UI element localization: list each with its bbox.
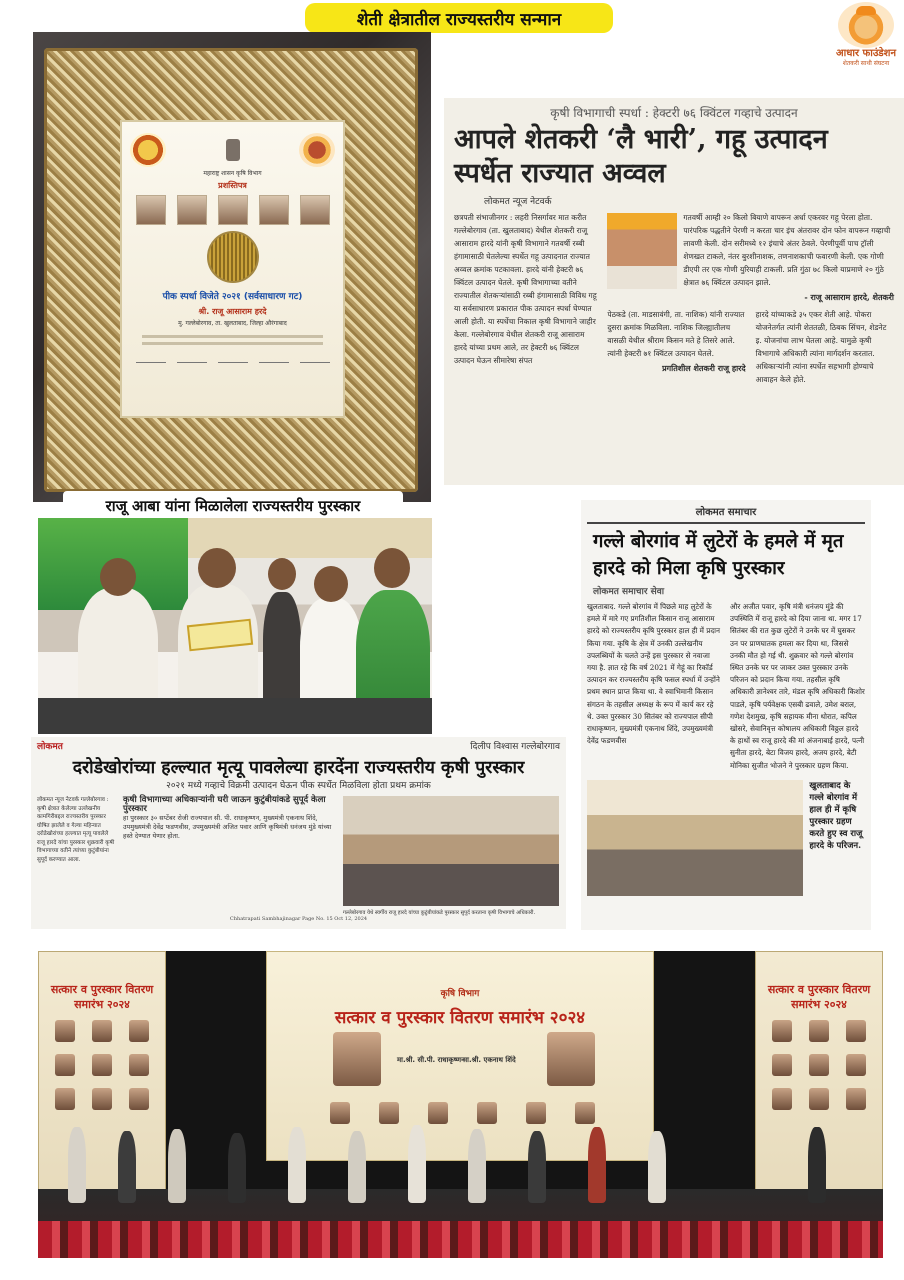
wheat-field-photo [207,231,259,283]
clip3-masthead: लोकमत [37,742,63,752]
clip3-subhead: २०२१ मध्ये गव्हाचे विक्रमी उत्पादन घेऊन पीक स्पर्धेत मिळविला होता प्रथम क्रमांक [166,781,431,791]
certificate-paper [120,120,345,418]
clip1-photo-caption: प्रगतिशील शेतकरी राजू हारदे [662,363,746,373]
person-head [268,558,296,590]
clip3-photo-caption: गल्लेबोरगाव येथे स्वर्गीय राजू हारदे यांच्या कुटुंबीयांकडे पुरस्कार सुपूर्द करताना कृषी विभागाचे अधिकारी. [343,910,536,916]
family-award-photo-2 [343,796,559,906]
person-figure [228,1133,246,1203]
right-screen-event-line1: सत्कार व पुरस्कार वितरण [767,983,871,996]
clip1-col1: छत्रपती संभाजीनगर : लहरी निसर्गावर मात करीत गल्लेबोरगाव (ता. खुलताबाद) येथील शेतकरी राजू आसाराम हारदे यांनी कृषी विभागाने गतवर्षी रब्बी हंगामासाठी घेतलेल्या स्पर्धेत गहू उत्पादनात राज्यात अव्वल क्रमांक पटकावला. हारदे यांनी हेक्टरी ७६ क्विंटल उत्पादन घेतले. कृषी विभागाच्या वतीने राज्यातील शेतकऱ्यांसाठी रब्बी हंगामासाठी विविध गहू या सर्वसाधारण प्रकारात पीक उत्पादन स्पर्धा घेण्यात आली होती. या स्पर्धेचा निकाल कृषी विभागाने जाहीर केला. गल्लेबोरगाव येथील शेतकरी राजू आसाराम हारदे यांच्या प्रथम आले, तर हेक्टरी ७६ क्विंटल उत्पादन घेऊन सीमारेषा संपत [454,213,597,365]
center-screen-faces [307,1102,617,1124]
agriculture-dept-seal-icon [299,133,335,167]
ceremony-stage-photo [38,951,883,1258]
certificate-emblems [130,130,335,170]
person-figure [263,592,301,712]
ashoka-emblem-icon [226,139,240,161]
guest1-label: मा.श्री. सी.पी. राधाकृष्णन [397,1056,465,1064]
stage-flower-decoration [38,1221,883,1258]
stage-event-title: सत्कार व पुरस्कार वितरण समारंभ २०२४ [334,1008,586,1028]
person-figure [468,1129,486,1203]
clip2-col1: खुलताबाद. गल्ले बोरगांव में पिछले माह लुटेरों के हमले में मारे गए प्रगतिशील किसान राजू आसाराम हारदे को राज्यस्तरीय कृषि पुरस्कार हाल ही में प्रदान किया गया. कृषि के क्षेत्र में उनकी उल्लेखनीय उपलब्धियों के चलते उन्हें इस पुरस्कार से नवाजा गया है. ज्ञात रहे कि वर्ष 2021 में गेहूं का रिकॉर्ड उत्पादन कर राज्यस्तरीय कृषि फसल स्पर्धा में उन्होंने प्रथम स्थान प्राप्त किया था. वे स्वाभिमानी किसान संगठन के तहसील अध्यक्ष के रूप में कार्य कर रहे थे. उक्त पुरस्कार 30 सितंबर को राज्यपाल सीपी राधाकृष्णन, मुख्यमंत्री एकनाथ शिंदे, उपमुख्यमंत्री देवेंद्र फडणवीस [587,602,720,746]
left-screen-faces [39,1088,165,1110]
right-screen-faces [756,1088,882,1110]
clip3-masthead-right: दिलीप विश्वास गल्लेबोरगाव [470,742,560,752]
clip3-side [123,796,337,916]
person-figure [168,1129,186,1203]
clip2-masthead: लोकमत समाचार [695,507,757,518]
news-clip-marathi-2 [31,737,566,929]
farmer-portrait-logo-icon [838,2,894,48]
clip2-columns [587,601,865,772]
award-ceremony-photo [38,518,432,734]
clip3-side-text: हा पुरस्कार ३० सप्टेंबर रोजी राज्यपाल सी. पी. राधाकृष्णन, मुख्यमंत्री एकनाथ शिंदे, उपमुख्यमंत्री देवेंद्र फडणवीस, उपमुख्यमंत्री अजित पवार आणि कृषिमंत्री धनंजय मुंडे यांच्या हस्ते देण्यात येणार होता. [123,814,332,840]
dignitary-photo [300,195,330,225]
person-figure [528,1131,546,1203]
clip2-col2: और अजीत पवार, कृषि मंत्री धनंजय मुंडे की उपस्थिति में राजू हारदे को दिया जाना था. मगर 17 सितंबर की रात कुछ लुटेरों ने उनके घर में घुसकर उन पर प्राणघातक हमला कर दिया था, जिससे उनकी मौत हो गई थी. शुक्रवार को गल्ले बोरगांव स्थित उनके घर पर जाकर उक्त पुरस्कार उनके परिजन को प्रदान किया गया. तहसील कृषि अधिकारी ज्ञानेश्वर तारे, मंडल कृषि अधिकारी किशोर पाडले, कृषि पर्यवेक्षक एसबी ढवाले, उमेश बराल, गणेश देशमुख, कृषि सहायक मीना थोरात, कपिल खोसरे, सेवानिवृत्त कोषालय अधिकारी विठ्ठल हारदे के हाथों स्व राजू हारदे की मां अंजनाबाई हारदे, पत्नी सुनीता हारदे, बेटा विजय हारदे, अजय हारदे, बेटी मोनिका सुजीत भोजने ने पुरस्कार ग्रहण किया. [730,602,865,770]
clip1-col3b: हारदे यांच्याकडे ३५ एकर शेती आहे. पोकरा योजनेतर्गत त्यांनी शेततळी, ठिबक सिंचन, शेडनेट इ. योजनांचा लाभ घेतला आहे. यामुळे कृषी विभागाचे अधिकारी त्यांना मार्गदर्शन करतात. अधिकाऱ्यांनी त्यांना स्पर्धेत सहभागी होण्याचे आवाहन केले होते. [755,310,887,384]
clip3-side-head: कृषी विभागाच्या अधिकाऱ्यांनी घरी जाऊन कुटुंबीयांकडे सुपूर्द केला पुरस्कार [123,795,326,814]
stage-desk [38,698,432,734]
clip3-photo-block [343,796,559,916]
clip1-col2b: पेठकडे (ता. माडसावंगी, ता. नाशिक) यांनी राज्यात दुसरा क्रमांक मिळविला. नाशिक जिल्ह्यातीलच वासळी येथील श्रीराम किसन मते हे तिसरे आले. त्यांनी हेक्टरी ७१ क्विंटल उत्पादन घेतले. [607,310,745,358]
clip2-service: लोकमत समाचार सेवा [593,587,665,597]
person-figure [588,1127,606,1203]
clip2-image-row [587,780,865,896]
right-screen-faces [756,1054,882,1076]
guest-photo [333,1032,381,1086]
left-screen-event-line1: सत्कार व पुरस्कार वितरण [50,983,154,996]
person-figure [348,1131,366,1203]
clip1-col2a: गतवर्षी आम्ही २० किलो बियाणे वापरून अर्धा एकरवर गहू पेरला होता. पारंपरिक पद्धतीने पेरणी न करता चार इंच अंतरावर दोन फोन वापरून गव्हाची लावणी केली. दोन सरीमध्ये १२ इंचाचे अंतर ठेवले. पेरणीपूर्वी पाच ट्रॉली शेणखत टाकले, नंतर बुरशीनाशक, तणनाशकाची फवारणी केली. एक गोणी डीएपी तर एक गोणी युरियाही टाकली. प्रति गुंठा ७८ किलो याप्रमाणे २० गुंठे क्षेत्रात ७६ क्विंटल उत्पादन झाले. [683,213,891,287]
certificate-award: पीक स्पर्धा विजेते २०२१ (सर्वसाधारण गट) [162,292,303,302]
clip1-right [607,211,894,386]
logo-tagline: शेतकरी साथी संघटना [842,60,890,67]
dignitary-photo [218,195,248,225]
person-figure [68,1127,86,1203]
person-head [314,566,348,602]
certificate-caption [63,491,403,521]
person-figure [808,1127,826,1203]
certificate-address: मु. गल्लेबोरगाव, ता. खुलताबाद, जिल्हा औरंगाबाद [178,320,287,327]
person-figure [648,1131,666,1203]
logo-name: आधार फाउंडेशन [835,48,896,59]
clip1-headline: आपले शेतकरी ‘लै भारी’, गहू उत्पादन स्पर्धेत राज्यात अव्वल [454,124,828,189]
clip1-columns [454,211,894,386]
clip3-text-columns [37,796,337,916]
clip2-headline: गल्ले बोरगांव में लुटेरों के हमले में मृत हारदे को मिला कृषि पुरस्कार [593,531,844,579]
person-head [198,548,236,588]
person-head [374,548,410,588]
clip3-col1: लोकमत न्यूज नेटवर्क गल्लेबोरगाव : कृषी क्षेत्रात केलेल्या उल्लेखनीय कामगिरीबद्दल राज्यस्तरीय पुरस्कार घोषित झालेले व गेल्या महिन्यात दरोडेखोरांच्या हल्ल्यात मृत्यू पावलेले राजू हारदे यांचा पुरस्कार शुक्रवारी कृषी विभागाच्या वतीने त्यांच्या कुटुंबीयांना सुपूर्द करण्यात आला. [37,797,115,863]
page-title: शेती क्षेत्रातील राज्यस्तरीय सन्मान [356,9,562,30]
left-screen [38,951,166,1191]
right-screen-faces [756,1020,882,1042]
certificate-heading: प्रशस्तिपत्र [218,181,247,190]
left-screen-faces [39,1020,165,1042]
person-figure [288,1127,306,1203]
certificate-dignitary-photos [130,195,335,225]
left-screen-faces [39,1054,165,1076]
foundation-logo [830,2,902,68]
certificate-signatures [130,355,335,363]
certificate-recipient: श्री. राजू आसाराम हरदे [198,307,267,316]
clip3-masthead-row [37,739,560,752]
page-title-banner [305,3,613,33]
dignitary-photo [259,195,289,225]
right-screen-event-line2: समारंभ २०२४ [791,998,847,1011]
clip3-footnote: Chhatrapati Sambhajinagar Page No. 15 Oct 12, 2024 [229,916,368,922]
clip3-headline: दरोडेखोरांच्या हल्ल्यात मृत्यू पावलेल्या हारदेंना राज्यस्तरीय कृषी पुरस्कार [72,758,525,778]
clip1-quote: - राजू आसाराम हारदे, शेतकरी [804,292,894,302]
guest2-label: मा.श्री. एकनाथ शिंदे [463,1056,516,1064]
clip3-body [37,796,560,916]
clip1-byline: लोकमत न्यूज नेटवर्क [484,197,552,207]
dignitary-photo [177,195,207,225]
maharashtra-seal-icon [130,133,166,167]
certificate-department: महाराष्ट्र शासन कृषि विभाग [203,170,262,177]
person-figure [118,1131,136,1203]
news-clip-hindi [581,500,871,930]
clip2-rule [587,522,865,524]
farmer-portrait-photo [607,213,677,289]
stage-department: कृषि विभाग [440,989,480,999]
person-figure [408,1125,426,1203]
person-head [100,558,136,596]
clip2-caption: खुलताबाद के गल्ले बोरगांव में हाल ही में कृषि पुरस्कार ग्रहण करते हुए स्व राजू हारदे के परिजन. [809,780,863,851]
clip1-kicker: कृषी विभागाची स्पर्धा : हेक्टरी ७६ क्विंटल गव्हाचे उत्पादन [550,106,798,120]
certificate-text-lines [130,335,335,345]
guest-photo [547,1032,595,1086]
news-clip-marathi-1 [444,98,904,485]
left-screen-event-line2: समारंभ २०२४ [74,998,130,1011]
family-award-photo [587,780,803,896]
dignitary-photo [136,195,166,225]
certificate-caption-text: राजू आबा यांना मिळालेला राज्यस्तरीय पुरस्कार [105,497,361,515]
